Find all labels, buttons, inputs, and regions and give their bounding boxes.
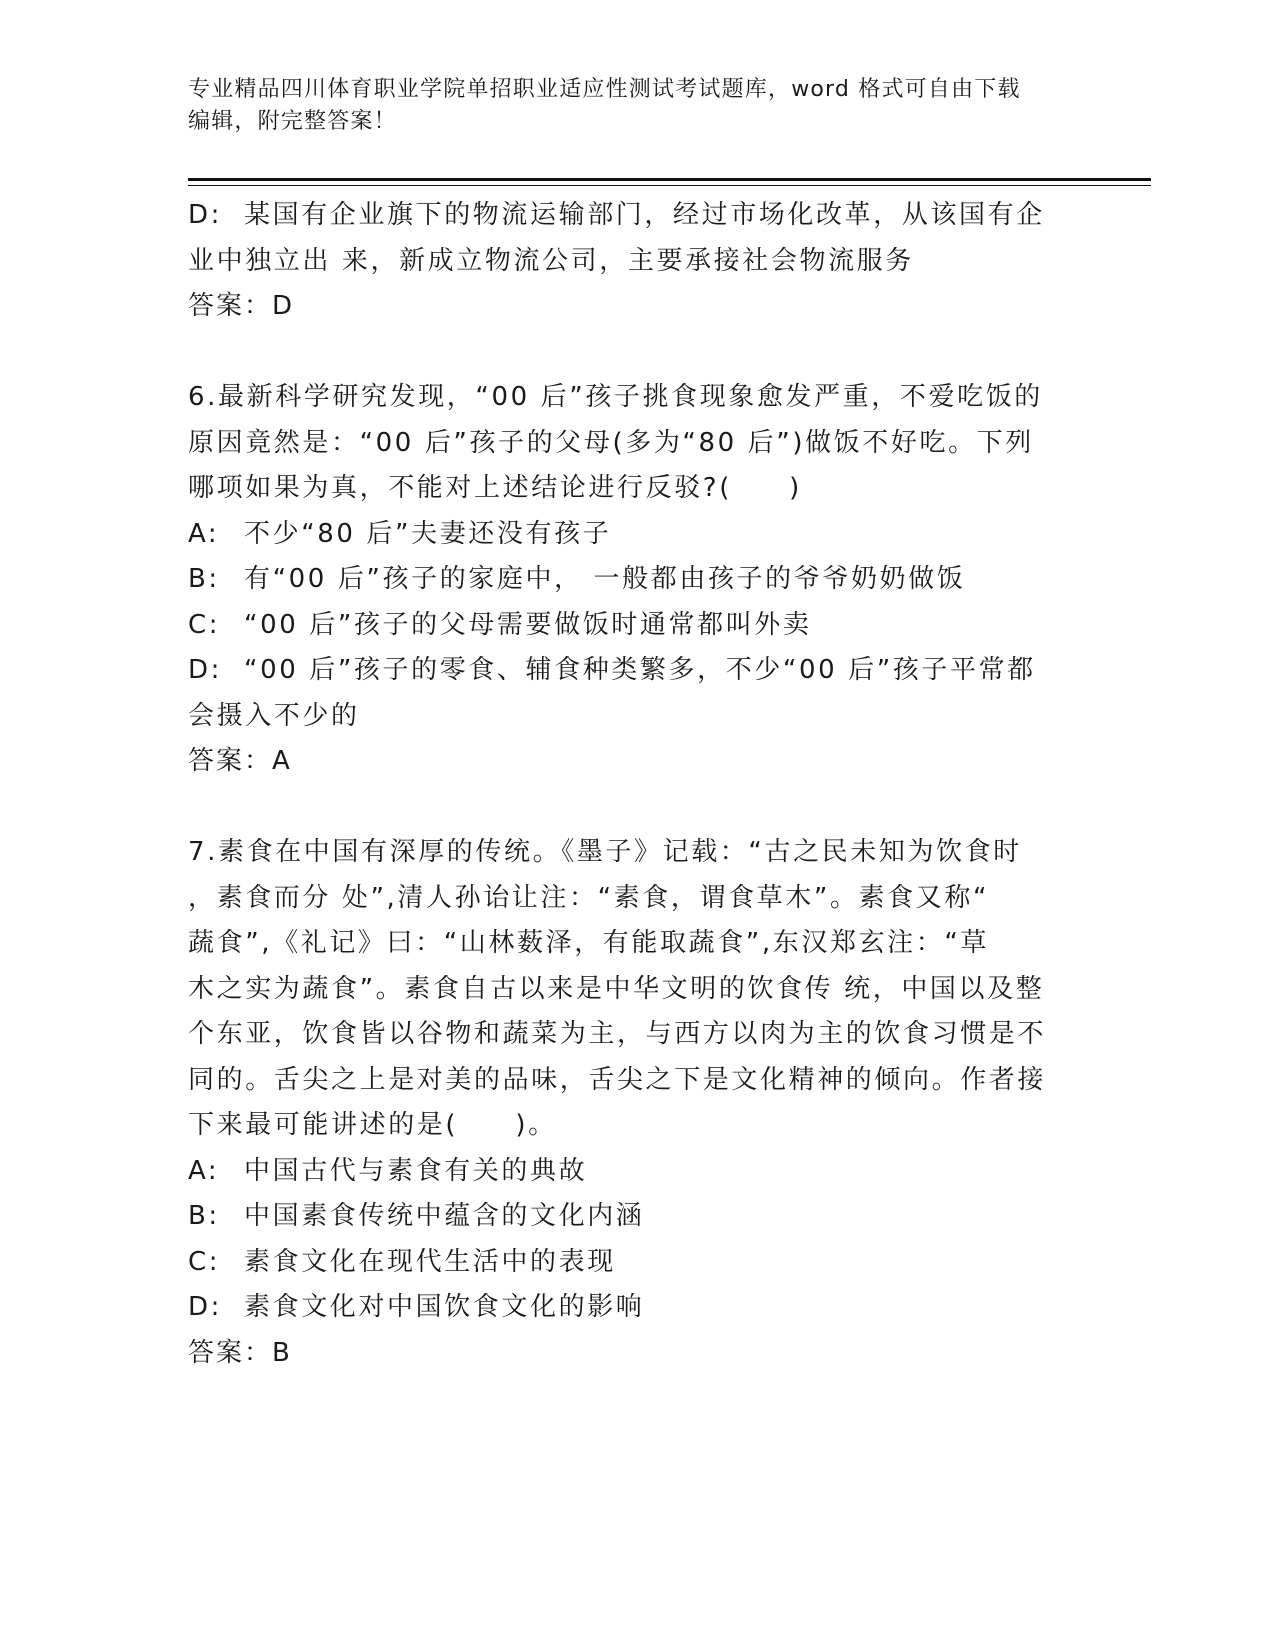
option-label: D: [188,655,222,685]
q7-stem-line-6: 同的。舌尖之上是对美的品味，舌尖之下是文化精神的倾向。作者接 [188,1064,1047,1095]
document-header [188,74,1078,138]
option-text: 素食文化对中国饮食文化的影响 [244,1292,645,1322]
option-text: 某国有企业旗下的物流运输部门，经过市场化改革，从该国有企 [244,200,1045,230]
q7-stem-line-1: 7.素食在中国有深厚的传统。《墨子》记载：“古之民未知为饮食时 [188,837,1022,867]
option-text: 不少“80 后”夫妻还没有孩子 [244,518,612,549]
q6-option-d-continued: 会摄入不少的 [188,700,360,731]
q6-option-b [188,557,1088,603]
header-divider-thick [188,178,1151,181]
option-label: B: [188,1201,220,1231]
q7-option-a [188,1149,1088,1195]
option-label: D: [188,1292,222,1322]
q7-stem-line-2: ，素食而分 处”,清人孙诒让注：“素食，谓食草木”。素食又称“ [188,882,990,913]
option-text: “00 后”孩子的零食、辅食种类繁多，不少“00 后”孩子平常都 [244,655,1036,685]
q7-option-d [188,1285,1088,1331]
q7-stem-line-4: 木之实为蔬食”。素食自古以来是中华文明的饮食传 统，中国以及整 [188,973,1045,1004]
option-text: 有“00 后”孩子的家庭中， 一般都由孩子的爷爷奶奶做饭 [244,564,966,594]
option-label: D: [188,200,222,230]
prev-answer: 答案：D [188,291,295,321]
header-divider-thin [188,185,1151,186]
option-label: C: [188,609,221,640]
option-text: 中国古代与素食有关的典故 [244,1155,588,1186]
prev-option-d [188,193,1088,239]
q6-stem-line-1: 6.最新科学研究发现，“00 后”孩子挑食现象愈发严重，不爱吃饭的 [188,382,1043,412]
header-line-2: 编辑，附完整答案！ [188,109,397,134]
q6-stem-line-2: 原因竟然是：“00 后”孩子的父母(多为“80 后”)做饭不好吃。下列 [188,427,1034,458]
q7-stem-line-7: 下来最可能讲述的是( )。 [188,1110,557,1140]
q6-option-c [188,603,1088,649]
option-text: 素食文化在现代生活中的表现 [244,1246,616,1277]
q7-option-c [188,1240,1088,1286]
q7-stem-line-3: 蔬食”,《礼记》曰：“山林薮泽，有能取蔬食”,东汉郑玄注：“草 [188,928,990,958]
option-label: A: [188,518,220,549]
q7-answer: 答案：B [188,1337,292,1368]
spacer [188,330,1088,376]
q6-answer: 答案：A [188,746,292,776]
q6-stem-line-3: 哪项如果为真，不能对上述结论进行反驳?( ) [188,473,802,503]
option-label: B: [188,564,220,594]
header-line-1: 专业精品四川体育职业学院单招职业适应性测试考试题库，word 格式可自由下载 [188,77,1021,102]
option-label: C: [188,1246,221,1277]
spacer [188,785,1088,831]
prev-option-d-continued: 业中独立出 来，新成立物流公司，主要承接社会物流服务 [188,245,914,276]
q7-stem-line-5: 个东亚，饮食皆以谷物和蔬菜为主，与西方以肉为主的饮食习惯是不 [188,1019,1047,1049]
document-body [188,193,1088,1376]
q7-option-b [188,1194,1088,1240]
option-label: A: [188,1155,220,1186]
q6-option-d [188,648,1088,694]
option-text: “00 后”孩子的父母需要做饭时通常都叫外卖 [244,609,812,640]
option-text: 中国素食传统中蕴含的文化内涵 [244,1201,645,1231]
q6-option-a [188,512,1088,558]
